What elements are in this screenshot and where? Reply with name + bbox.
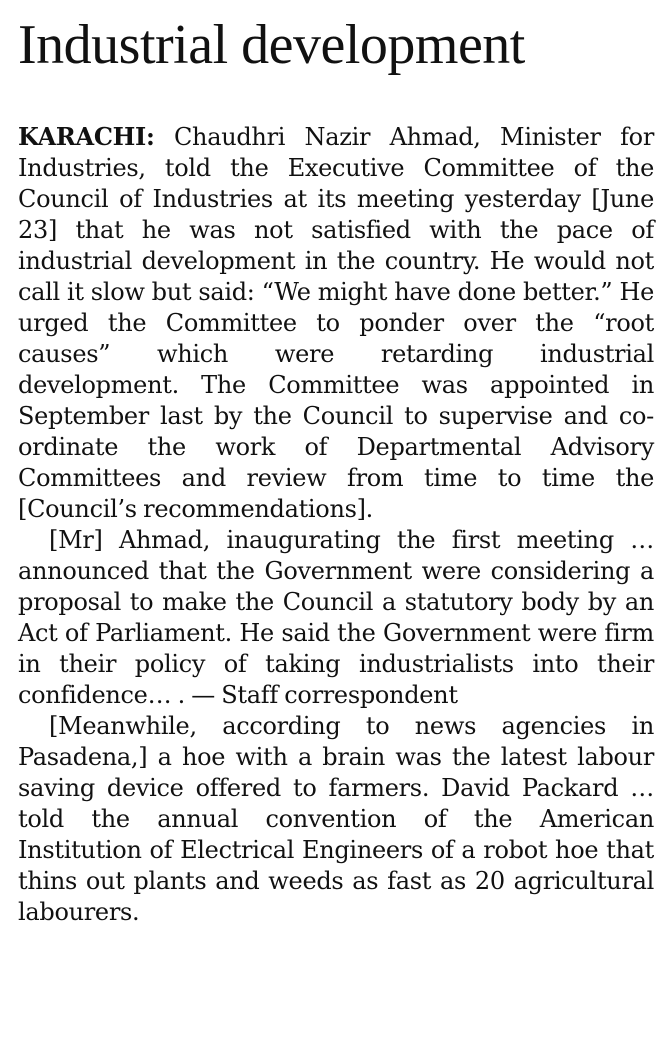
article-paragraph-3 bbox=[18, 711, 654, 928]
article-body bbox=[18, 121, 654, 928]
paragraph-text-2: [Mr] Ahmad, inaugurating the first meeting … announced that the Government were considering a proposal to make the Council a statutory body by an Act of Parliament. He said the Government were firm in their policy of taking industrialists into their confidence… . — Staff correspondent bbox=[18, 526, 654, 709]
article-headline: Industrial development bbox=[18, 14, 525, 76]
article-paragraph-2 bbox=[18, 525, 654, 711]
article-paragraph-1 bbox=[18, 121, 654, 525]
news-article bbox=[18, 12, 654, 928]
article-dateline: KARACHI: bbox=[18, 122, 155, 151]
paragraph-text-3: [Meanwhile, according to news agencies in Pasadena,] a hoe with a brain was the latest labour saving device offered to farmers. David Packard … told the annual convention of the American Institution of Electrical Engineers of a robot hoe that thins out plants and weeds as fast as 20 agricultural labourers. bbox=[18, 712, 654, 926]
paragraph-text-1: Chaudhri Nazir Ahmad, Minister for Industries, told the Executive Committee of the Council of Industries at its meeting yesterday [June 23] that he was not satisfied with the pace of industrial development in the country. He would not call it slow but said: “We might have done better.” He urged the Committee to ponder over the “root causes” which were retarding industrial development. The Committee was appointed in September last by the Council to supervise and co-ordinate the work of Departmental Advisory Committees and review from time to time the [Council’s recommendations]. bbox=[18, 123, 654, 523]
